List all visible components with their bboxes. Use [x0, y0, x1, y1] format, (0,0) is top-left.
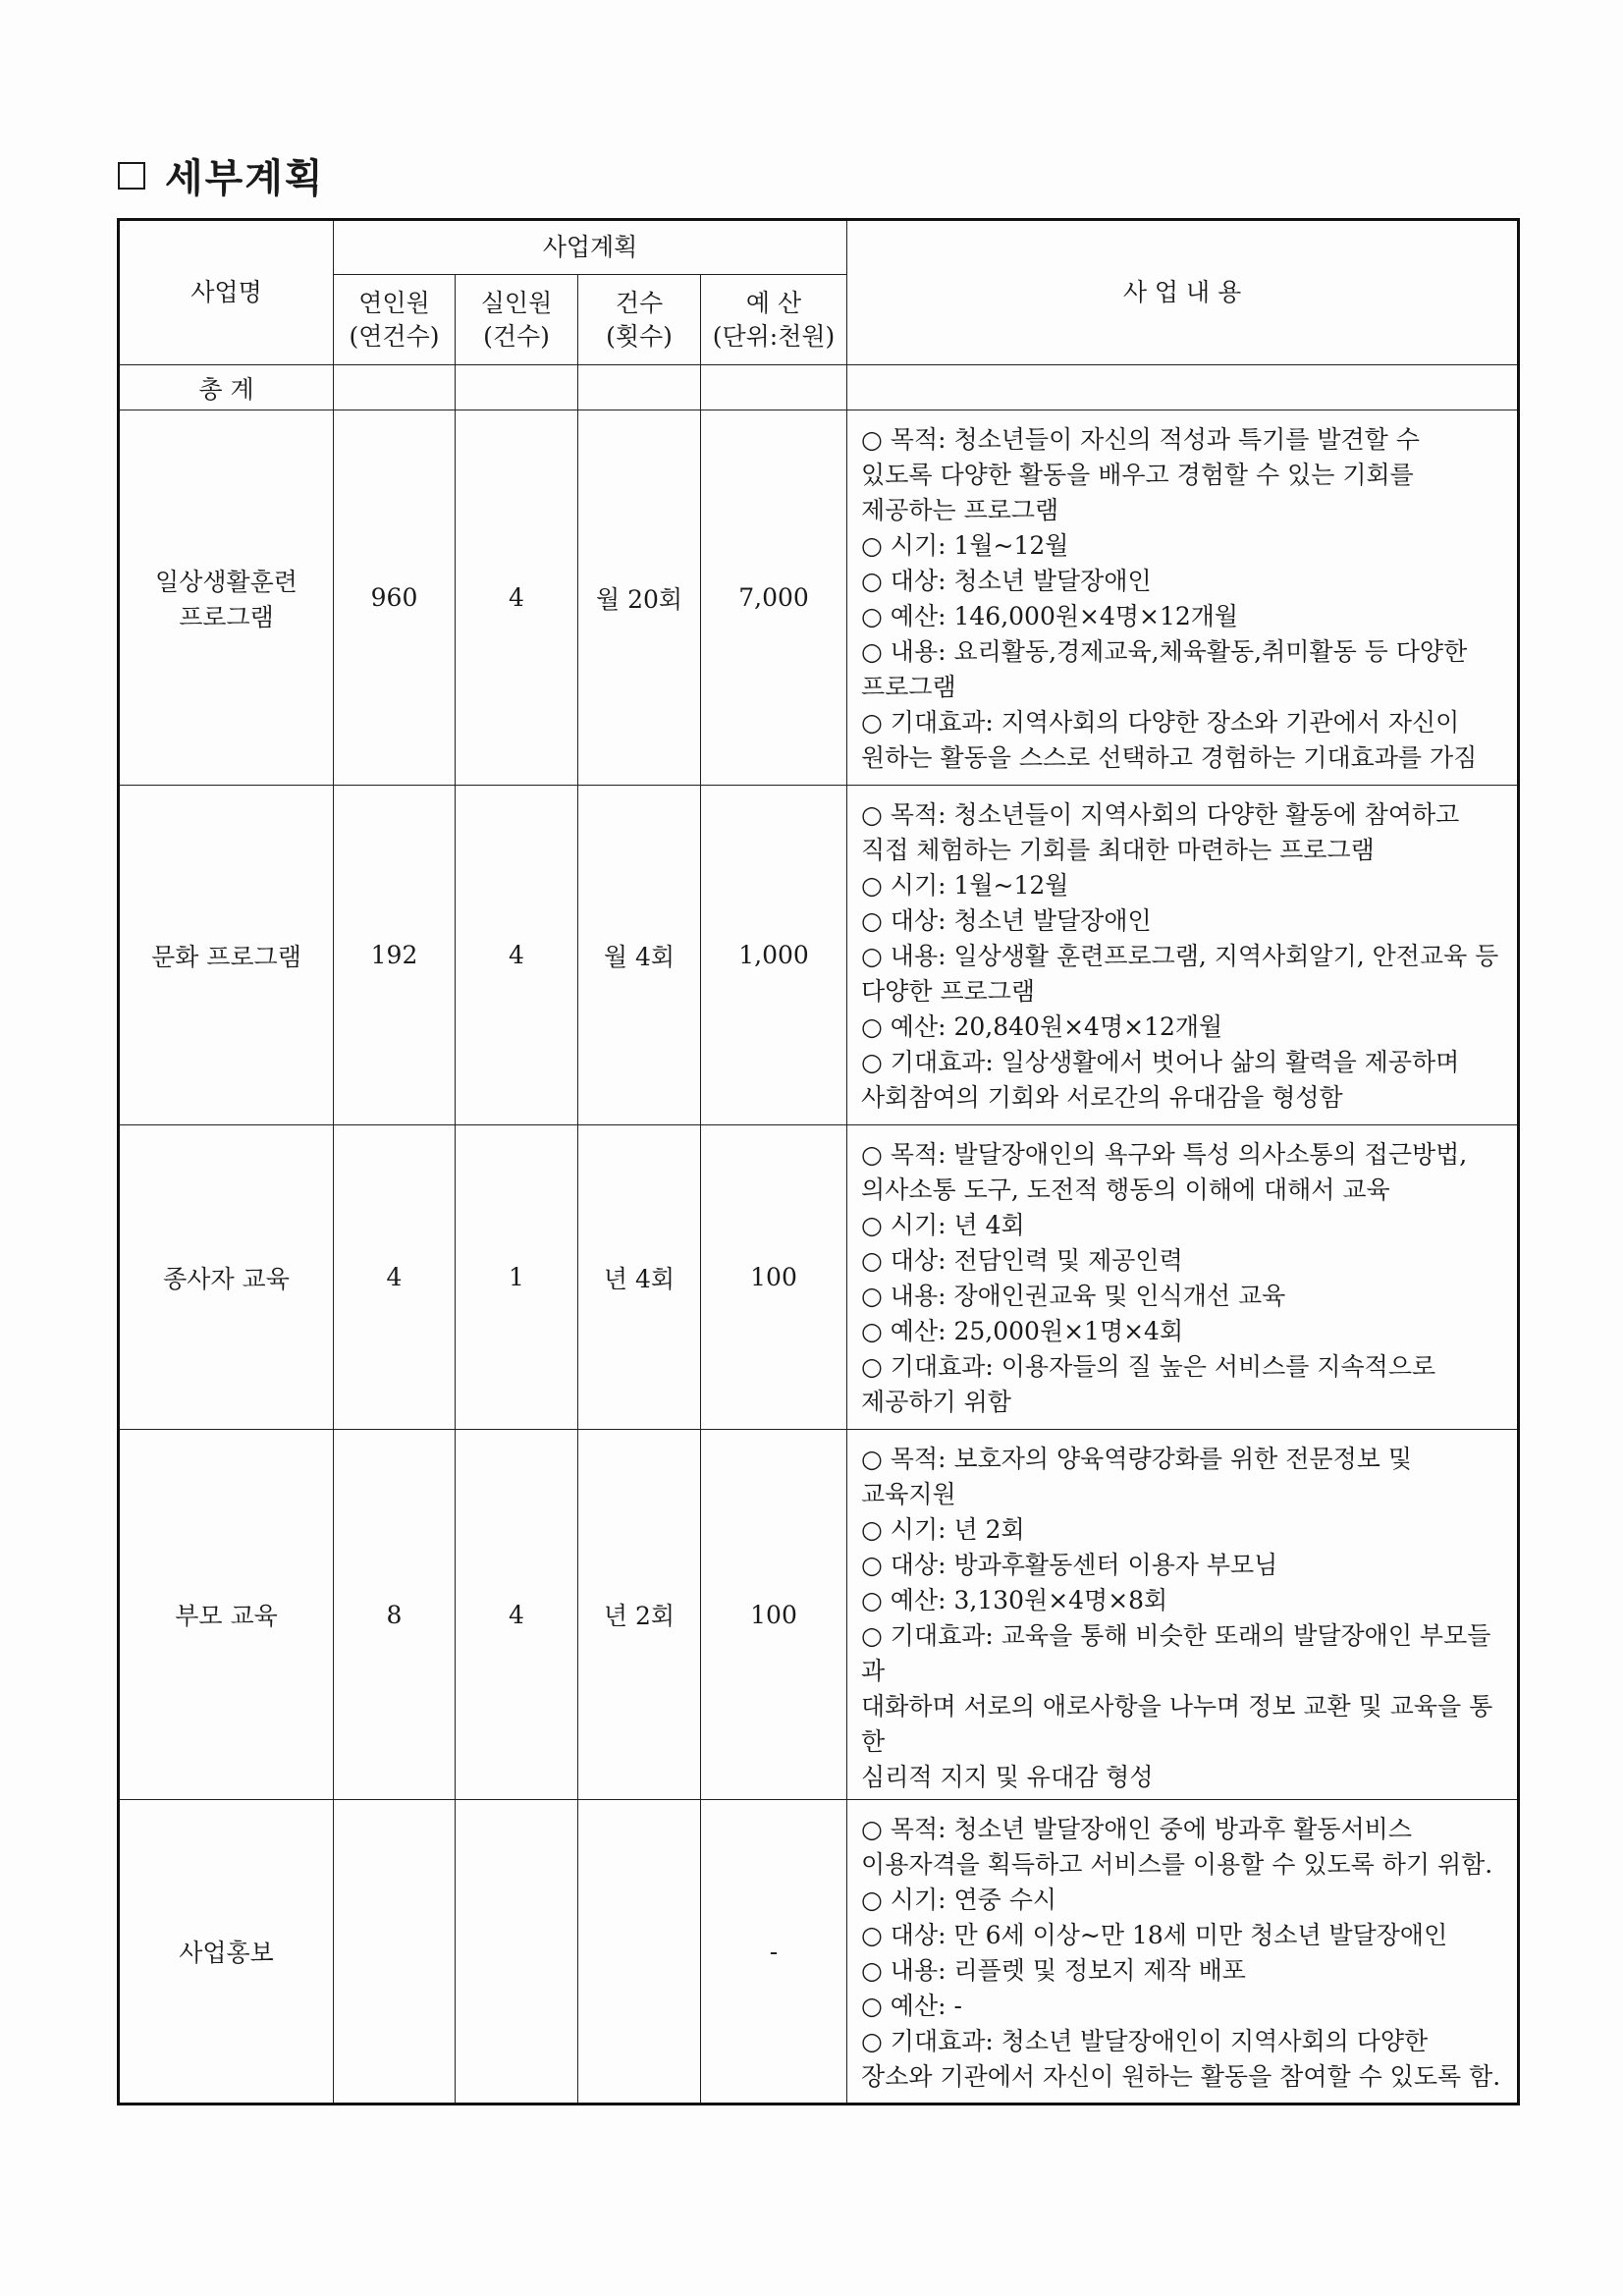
content-line: 직접 체험하는 기회를 최대한 마련하는 프로그램 — [861, 836, 1375, 864]
row-count: 년 2회 — [578, 1430, 701, 1800]
row-name — [119, 1430, 334, 1800]
section-heading — [118, 147, 325, 203]
content-line: 심리적 지지 및 유대감 형성 — [861, 1763, 1154, 1791]
content-line: 제공하는 프로그램 — [861, 496, 1059, 524]
content-line: ○ 대상: 전담인력 및 제공인력 — [861, 1246, 1183, 1275]
row-actual: 4 — [456, 1430, 578, 1800]
row-annual — [334, 1800, 456, 2105]
content-line: ○ 내용: 리플렛 및 정보지 제작 배포 — [861, 1956, 1246, 1985]
table-row — [119, 786, 1519, 1125]
content-line: ○ 예산: - — [861, 1992, 962, 2020]
header-business-content: 사 업 내 용 — [847, 220, 1519, 365]
content-line: 의사소통 도구, 도전적 행동의 이해에 대해서 교육 — [861, 1175, 1390, 1204]
row-name — [119, 1800, 334, 2105]
row-name-line1: 일상생활훈련 — [155, 567, 298, 596]
content-line: 프로그램 — [861, 673, 956, 701]
row-name-line1: 종사자 교육 — [163, 1264, 290, 1293]
row-actual: 4 — [456, 786, 578, 1125]
content-line: 이용자격을 획득하고 서비스를 이용할 수 있도록 하기 위함. — [861, 1850, 1493, 1879]
header-budget — [701, 275, 847, 365]
content-line: ○ 시기: 1월~12월 — [861, 871, 1069, 900]
row-name-line1: 사업홍보 — [179, 1939, 274, 1967]
content-line: ○ 목적: 발달장애인의 욕구와 특성 의사소통의 접근방법, — [861, 1140, 1468, 1169]
content-line: ○ 기대효과: 이용자들의 질 높은 서비스를 지속적으로 — [861, 1352, 1436, 1381]
content-line: ○ 대상: 만 6세 이상~만 18세 미만 청소년 발달장애인 — [861, 1921, 1448, 1949]
content-line: 장소와 기관에서 자신이 원하는 활동을 참여할 수 있도록 함. — [861, 2062, 1501, 2091]
table-row — [119, 410, 1519, 786]
row-budget: 100 — [701, 1125, 847, 1430]
header-actual-persons — [456, 275, 578, 365]
total-content — [847, 365, 1519, 410]
row-count: 월 20회 — [578, 410, 701, 786]
header-actual-l2: (건수) — [483, 321, 550, 351]
total-budget — [701, 365, 847, 410]
header-count-l1: 건수 — [615, 288, 664, 317]
total-actual — [456, 365, 578, 410]
content-line: ○ 기대효과: 일상생활에서 벗어나 삶의 활력을 제공하며 — [861, 1048, 1460, 1076]
content-line: 다양한 프로그램 — [861, 977, 1036, 1006]
row-budget: 7,000 — [701, 410, 847, 786]
header-count-l2: (횟수) — [606, 321, 673, 351]
table-row — [119, 1125, 1519, 1430]
row-name-line1: 문화 프로그램 — [151, 942, 301, 971]
total-count — [578, 365, 701, 410]
content-line: ○ 목적: 청소년들이 지역사회의 다양한 활동에 참여하고 — [861, 800, 1460, 829]
header-business-plan: 사업계획 — [334, 220, 847, 275]
row-count — [578, 1800, 701, 2105]
total-label: 총 계 — [119, 365, 334, 410]
row-actual — [456, 1800, 578, 2105]
row-annual: 192 — [334, 786, 456, 1125]
content-line: ○ 내용: 장애인권교육 및 인식개선 교육 — [861, 1282, 1286, 1310]
row-budget: - — [701, 1800, 847, 2105]
row-count: 월 4회 — [578, 786, 701, 1125]
header-business-name: 사업명 — [119, 220, 334, 365]
row-content — [847, 1800, 1519, 2105]
content-line: 원하는 활동을 스스로 선택하고 경험하는 기대효과를 가짐 — [861, 743, 1478, 772]
row-content — [847, 410, 1519, 786]
header-budget-l1: 예 산 — [745, 288, 802, 317]
header-budget-l2: (단위:천원) — [712, 321, 836, 351]
content-line: ○ 기대효과: 청소년 발달장애인이 지역사회의 다양한 — [861, 2027, 1429, 2055]
content-line: ○ 기대효과: 지역사회의 다양한 장소와 기관에서 자신이 — [861, 708, 1460, 737]
content-line: 대화하며 서로의 애로사항을 나누며 정보 교환 및 교육을 통한 — [861, 1692, 1493, 1756]
content-line: ○ 시기: 1월~12월 — [861, 531, 1069, 560]
row-budget: 100 — [701, 1430, 847, 1800]
row-content — [847, 1125, 1519, 1430]
header-annual-l1: 연인원 — [358, 288, 430, 317]
content-line: 교육지원 — [861, 1480, 956, 1508]
header-actual-l1: 실인원 — [480, 288, 553, 317]
header-count — [578, 275, 701, 365]
row-actual: 1 — [456, 1125, 578, 1430]
table-row — [119, 1800, 1519, 2105]
content-line: ○ 예산: 146,000원×4명×12개월 — [861, 602, 1239, 630]
section-title: 세부계획 — [165, 156, 325, 201]
content-line: 사회참여의 기회와 서로간의 유대감을 형성함 — [861, 1083, 1343, 1112]
content-line: ○ 내용: 일상생활 훈련프로그램, 지역사회알기, 안전교육 등 — [861, 942, 1499, 970]
content-line: 제공하기 위함 — [861, 1388, 1011, 1416]
content-line: ○ 예산: 25,000원×1명×4회 — [861, 1317, 1184, 1345]
row-annual: 960 — [334, 410, 456, 786]
content-line: ○ 목적: 청소년 발달장애인 중에 방과후 활동서비스 — [861, 1815, 1412, 1843]
content-line: ○ 기대효과: 교육을 통해 비슷한 또래의 발달장애인 부모들과 — [861, 1621, 1491, 1685]
row-content — [847, 786, 1519, 1125]
content-line: 있도록 다양한 활동을 배우고 경험할 수 있는 기회를 — [861, 461, 1414, 489]
checkbox-square-icon — [118, 162, 145, 190]
row-name-line2: 프로그램 — [179, 602, 274, 631]
row-annual: 8 — [334, 1430, 456, 1800]
row-budget: 1,000 — [701, 786, 847, 1125]
content-line: ○ 대상: 방과후활동센터 이용자 부모님 — [861, 1551, 1278, 1579]
content-line: ○ 시기: 년 2회 — [861, 1515, 1025, 1544]
row-name-line1: 부모 교육 — [175, 1602, 278, 1630]
row-name — [119, 786, 334, 1125]
header-annual-l2: (연건수) — [349, 321, 440, 351]
content-line: ○ 시기: 년 4회 — [861, 1211, 1025, 1239]
row-actual: 4 — [456, 410, 578, 786]
content-line: ○ 목적: 청소년들이 자신의 적성과 특기를 발견할 수 — [861, 425, 1420, 454]
row-name — [119, 410, 334, 786]
detail-plan-table — [117, 218, 1520, 2105]
table-row — [119, 1430, 1519, 1800]
total-annual — [334, 365, 456, 410]
content-line: ○ 예산: 20,840원×4명×12개월 — [861, 1012, 1223, 1041]
content-line: ○ 내용: 요리활동,경제교육,체육활동,취미활동 등 다양한 — [861, 637, 1468, 666]
content-line: ○ 시기: 연중 수시 — [861, 1886, 1057, 1914]
content-line: ○ 대상: 청소년 발달장애인 — [861, 906, 1152, 935]
total-row — [119, 365, 1519, 410]
row-annual: 4 — [334, 1125, 456, 1430]
header-annual-persons — [334, 275, 456, 365]
content-line: ○ 예산: 3,130원×4명×8회 — [861, 1586, 1168, 1614]
content-line: ○ 대상: 청소년 발달장애인 — [861, 567, 1152, 595]
content-line: ○ 목적: 보호자의 양육역량강화를 위한 전문정보 및 — [861, 1445, 1412, 1473]
row-content — [847, 1430, 1519, 1800]
row-count: 년 4회 — [578, 1125, 701, 1430]
row-name — [119, 1125, 334, 1430]
